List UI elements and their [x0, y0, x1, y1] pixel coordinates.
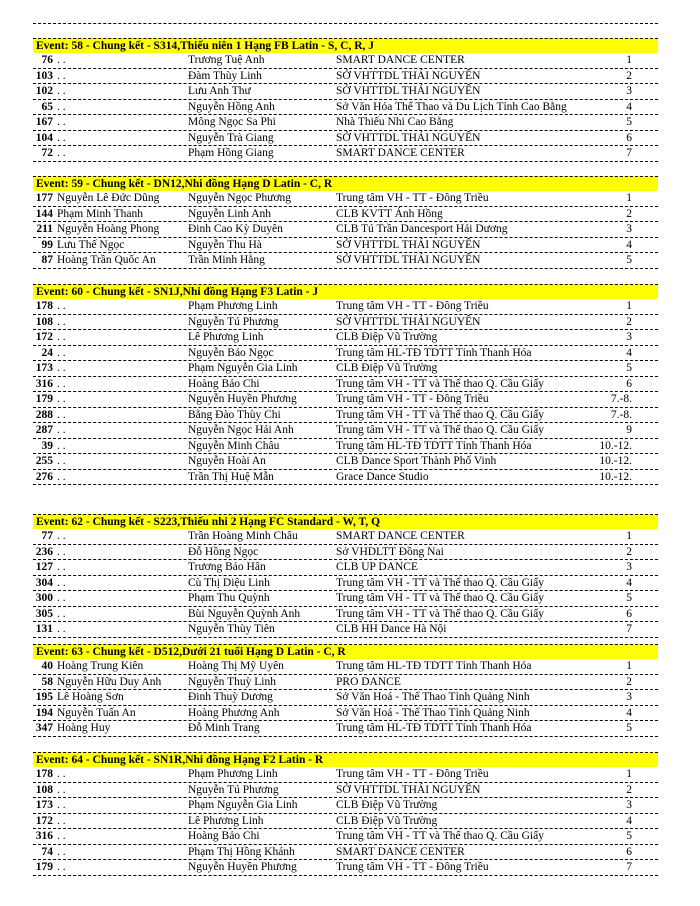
club-name: Trung tâm VH - TT và Thể thao Q. Cầu Giấy [336, 576, 544, 589]
event-block [33, 284, 658, 485]
placement: 7.-8. [610, 408, 632, 421]
leader-name: . . [57, 768, 66, 780]
placement: 1 [626, 192, 632, 204]
placement: 3 [626, 223, 632, 235]
leader-name: Hoàng Huy [57, 722, 111, 734]
competitor-number: 144 [35, 207, 53, 220]
leader-name: . . [57, 814, 66, 827]
competitor-number: 104 [35, 131, 53, 144]
placement: 6 [626, 845, 632, 858]
placement: 6 [626, 131, 632, 144]
follower-name: Hoàng Phương Anh [188, 706, 280, 719]
follower-name: Nguyễn Hồng Anh [188, 100, 275, 113]
club-name: SỞ VHTTDL THÁI NGUYÊN [336, 315, 481, 328]
follower-name: Mông Ngọc Sa Phi [188, 116, 276, 128]
follower-name: Nguyễn Tú Phương [188, 783, 279, 796]
result-row [33, 207, 658, 223]
club-name: Sở VHDLTT Đồng Nai [336, 545, 444, 558]
follower-name: Bùi Nguyễn Quỳnh Anh [188, 607, 301, 620]
placement: 5 [626, 722, 632, 734]
leader-name: . . [57, 116, 66, 128]
competitor-number: 102 [35, 85, 53, 97]
club-name: Trung tâm VH - TT - Đông Triều [336, 861, 489, 873]
event-title: Event: 62 - Chung kết - S223,Thiếu nhi 2 Hạng FC Standard - W, T, Q [33, 514, 658, 529]
follower-name: Trương Bảo Hân [188, 561, 266, 573]
event-block [33, 644, 658, 737]
result-row [33, 690, 658, 706]
competitor-number: 77 [41, 530, 53, 542]
competitor-number: 316 [35, 830, 53, 842]
club-name: Sở Văn Hóa Thể Thao và Du Lịch Tỉnh Cao Bằng [336, 100, 567, 113]
event-title: Event: 63 - Chung kết - D512,Dưới 21 tuổi Hạng D Latin - C, R [33, 644, 658, 659]
leader-name: . . [57, 439, 66, 452]
placement: 9 [626, 424, 632, 436]
leader-name: . . [57, 346, 66, 359]
club-name: SMART DANCE CENTER [336, 147, 465, 159]
leader-name: Nguyễn Hoàng Phong [57, 223, 160, 235]
competitor-number: 304 [35, 576, 53, 589]
result-row [33, 377, 658, 393]
result-row [33, 829, 658, 845]
club-name: CLB UP DANCE [336, 561, 418, 573]
club-name: SỞ VHTTDL THÁI NGUYÊN [336, 238, 481, 251]
competitor-number: 58 [41, 675, 53, 688]
competitor-number: 65 [41, 100, 53, 113]
club-name: CLB Điệp Vũ Trường [336, 799, 438, 811]
follower-name: Hoàng Bảo Chi [188, 830, 260, 842]
club-name: SMART DANCE CENTER [336, 845, 465, 858]
placement: 2 [626, 207, 632, 220]
result-row [33, 69, 658, 85]
result-row [33, 299, 658, 315]
placement: 1 [626, 768, 632, 780]
competitor-number: 255 [35, 455, 53, 467]
competitor-number: 24 [41, 346, 53, 359]
placement: 3 [626, 561, 632, 573]
result-row [33, 622, 658, 638]
placement: 4 [626, 706, 632, 719]
leader-name: . . [57, 783, 66, 796]
club-name: Nhà Thiếu Nhi Cao Bằng [336, 116, 454, 128]
leader-name: . . [57, 607, 66, 620]
competitor-number: 108 [35, 783, 53, 796]
leader-name: . . [57, 424, 66, 436]
event-block [33, 38, 658, 162]
leader-name: . . [57, 85, 66, 97]
follower-name: Hoàng Thị Mỹ Uyên [188, 660, 284, 672]
leader-name: . . [57, 300, 66, 312]
competitor-number: 194 [35, 706, 53, 719]
result-row [33, 529, 658, 545]
competitor-number: 108 [35, 315, 53, 328]
club-name: Trung tâm VH - TT và Thể thao Q. Cầu Giấy [336, 377, 544, 390]
competitor-number: 316 [35, 377, 53, 390]
leader-name: . . [57, 623, 66, 635]
club-name: CLB HH Dance Hà Nội [336, 623, 447, 635]
competitor-number: 287 [35, 424, 53, 436]
placement: 6 [626, 607, 632, 620]
club-name: Sở Văn Hoá - Thể Thao Tỉnh Quảng Ninh [336, 691, 530, 703]
club-name: Trung tâm VH - TT - Đông Triều [336, 192, 489, 204]
leader-name: Nguyễn Lê Đức Dũng [57, 192, 160, 204]
leader-name: Hoàng Trung Kiên [57, 660, 144, 672]
event-block [33, 176, 658, 269]
competitor-number: 300 [35, 592, 53, 604]
placement: 5 [626, 362, 632, 374]
club-name: CLB Tú Trần Dancesport Hải Dương [336, 223, 508, 235]
follower-name: Nguyễn Tú Phương [188, 315, 279, 328]
club-name: Trung tâm HL-TĐ TDTT Tỉnh Thanh Hóa [336, 722, 532, 734]
result-row [33, 191, 658, 207]
club-name: PRO DANCE [336, 675, 401, 688]
placement: 4 [626, 238, 632, 251]
competitor-number: 76 [41, 54, 53, 66]
follower-name: Trương Tuệ Anh [188, 54, 265, 66]
leader-name: . . [57, 331, 66, 343]
follower-name: Phạm Nguyễn Gia Linh [188, 362, 298, 374]
result-row [33, 53, 658, 69]
competitor-number: 177 [35, 192, 53, 204]
follower-name: Nguyễn Bảo Ngọc [188, 346, 274, 359]
placement: 3 [626, 331, 632, 343]
follower-name: Phạm Thu Quỳnh [188, 592, 270, 604]
club-name: Trung tâm HL-TĐ TDTT Tỉnh Thanh Hóa [336, 439, 532, 452]
leader-name: . . [57, 845, 66, 858]
follower-name: Lê Phương Linh [188, 331, 264, 343]
follower-name: Phạm Hồng Giang [188, 147, 274, 159]
follower-name: Nguyễn Minh Châu [188, 439, 280, 452]
competitor-number: 173 [35, 362, 53, 374]
result-row [33, 767, 658, 783]
club-name: Trung tâm VH - TT và Thể thao Q. Cầu Giấy [336, 607, 544, 620]
competitor-number: 167 [35, 116, 53, 128]
competitor-number: 39 [41, 439, 53, 452]
placement: 3 [626, 799, 632, 811]
placement: 1 [626, 54, 632, 66]
result-row [33, 591, 658, 607]
placement: 10.-12. [599, 439, 632, 452]
leader-name: . . [57, 100, 66, 113]
result-row [33, 814, 658, 830]
follower-name: Nguyễn Thuỳ Linh [188, 675, 276, 688]
result-row [33, 146, 658, 162]
result-row [33, 783, 658, 799]
result-row [33, 330, 658, 346]
result-row [33, 439, 658, 455]
follower-name: Lê Phương Linh [188, 814, 264, 827]
leader-name: . . [57, 861, 66, 873]
follower-name: Hoàng Bảo Chi [188, 377, 260, 390]
competitor-number: 99 [41, 238, 53, 251]
event-title: Event: 58 - Chung kết - S314,Thiếu niên 1 Hạng FB Latin - S, C, R, J [33, 38, 658, 53]
club-name: Sở Văn Hoá - Thể Thao Tỉnh Quảng Ninh [336, 706, 530, 719]
placement: 4 [626, 814, 632, 827]
leader-name: Hoàng Trần Quốc An [57, 254, 156, 266]
placement: 4 [626, 346, 632, 359]
leader-name: . . [57, 131, 66, 144]
result-row [33, 423, 658, 439]
club-name: Trung tâm VH - TT và Thể thao Q. Cầu Giấy [336, 424, 544, 436]
result-row [33, 607, 658, 623]
result-row [33, 545, 658, 561]
competitor-number: 179 [35, 861, 53, 873]
result-row [33, 361, 658, 377]
leader-name: Lê Hoàng Sơn [57, 691, 124, 703]
competitor-number: 72 [41, 147, 53, 159]
leader-name: Nguyễn Tuấn An [57, 706, 136, 719]
placement: 1 [626, 300, 632, 312]
club-name: SMART DANCE CENTER [336, 54, 465, 66]
competitor-number: 87 [41, 254, 53, 266]
placement: 7 [626, 623, 632, 635]
competitor-number: 172 [35, 814, 53, 827]
club-name: SỞ VHTTDL THÁI NGUYÊN [336, 69, 481, 82]
club-name: CLB Điệp Vũ Trường [336, 331, 438, 343]
leader-name: . . [57, 377, 66, 390]
leader-name: Lưu Thế Ngọc [57, 238, 125, 251]
placement: 2 [626, 675, 632, 688]
follower-name: Bằng Đào Thùy Chi [188, 408, 281, 421]
competitor-number: 173 [35, 799, 53, 811]
placement: 5 [626, 254, 632, 266]
competitor-number: 172 [35, 331, 53, 343]
follower-name: Nguyễn Huyền Phương [188, 393, 297, 405]
leader-name: Nguyễn Hữu Duy Anh [57, 675, 162, 688]
competitor-number: 178 [35, 300, 53, 312]
follower-name: Đinh Cao Kỳ Duyên [188, 223, 283, 235]
competitor-number: 195 [35, 691, 53, 703]
club-name: SỞ VHTTDL THÁI NGUYÊN [336, 85, 481, 97]
placement: 5 [626, 116, 632, 128]
follower-name: Nguyễn Ngọc Hải Anh [188, 424, 294, 436]
competitor-number: 276 [35, 470, 53, 483]
result-row [33, 860, 658, 876]
placement: 2 [626, 69, 632, 82]
club-name: Trung tâm VH - TT và Thể thao Q. Cầu Giấy [336, 830, 544, 842]
placement: 5 [626, 592, 632, 604]
placement: 7.-8. [610, 393, 632, 405]
top-rule [33, 23, 658, 24]
leader-name: . . [57, 830, 66, 842]
club-name: Trung tâm VH - TT - Đông Triều [336, 393, 489, 405]
follower-name: Đinh Thuỳ Dương [188, 691, 273, 703]
event-block [33, 514, 658, 638]
placement: 10.-12. [599, 470, 632, 483]
follower-name: Nguyễn Trà Giang [188, 131, 274, 144]
leader-name: . . [57, 545, 66, 558]
follower-name: Phạm Thị Hồng Khánh [188, 845, 295, 858]
competitor-number: 179 [35, 393, 53, 405]
competitor-number: 211 [36, 223, 53, 235]
follower-name: Cù Thị Diệu Linh [188, 576, 270, 589]
result-row [33, 392, 658, 408]
result-row [33, 659, 658, 675]
club-name: SỞ VHTTDL THÁI NGUYÊN [336, 254, 481, 266]
placement: 3 [626, 691, 632, 703]
competitor-number: 288 [35, 408, 53, 421]
follower-name: Phạm Nguyễn Gia Linh [188, 799, 298, 811]
leader-name: . . [57, 561, 66, 573]
follower-name: Nguyễn Hoài An [188, 455, 266, 467]
competitor-number: 305 [35, 607, 53, 620]
follower-name: Nguyễn Thùy Tiên [188, 623, 275, 635]
placement: 2 [626, 783, 632, 796]
result-row [33, 222, 658, 238]
result-row [33, 131, 658, 147]
follower-name: Nguyễn Ngọc Phương [188, 192, 292, 204]
placement: 5 [626, 830, 632, 842]
follower-name: Trần Hoàng Minh Châu [188, 530, 298, 542]
placement: 1 [626, 530, 632, 542]
placement: 3 [626, 85, 632, 97]
result-row [33, 346, 658, 362]
competitor-number: 347 [35, 722, 53, 734]
follower-name: Lưu Anh Thư [188, 85, 251, 97]
competitor-number: 236 [35, 545, 53, 558]
result-row [33, 253, 658, 269]
result-row [33, 238, 658, 254]
result-row [33, 115, 658, 131]
leader-name: . . [57, 147, 66, 159]
result-row [33, 721, 658, 737]
follower-name: Đỗ Minh Trang [188, 722, 260, 734]
placement: 7 [626, 147, 632, 159]
event-title: Event: 64 - Chung kết - SN1R,Nhi đồng Hạng F2 Latin - R [33, 752, 658, 767]
leader-name: . . [57, 393, 66, 405]
leader-name: Phạm Minh Thanh [57, 207, 144, 220]
placement: 6 [626, 377, 632, 390]
club-name: Trung tâm VH - TT - Đông Triều [336, 768, 489, 780]
result-row [33, 798, 658, 814]
club-name: Trung tâm VH - TT - Đông Triều [336, 300, 489, 312]
placement: 1 [626, 660, 632, 672]
event-block [33, 752, 658, 876]
competitor-number: 131 [35, 623, 53, 635]
competitor-number: 103 [35, 69, 53, 82]
result-row [33, 408, 658, 424]
follower-name: Đàm Thùy Linh [188, 69, 262, 82]
leader-name: . . [57, 408, 66, 421]
club-name: Trung tâm VH - TT và Thể thao Q. Cầu Giấy [336, 408, 544, 421]
club-name: CLB Điệp Vũ Trường [336, 814, 438, 827]
result-row [33, 315, 658, 331]
result-row [33, 454, 658, 470]
club-name: CLB Điệp Vũ Trường [336, 362, 438, 374]
follower-name: Phạm Phương Linh [188, 768, 278, 780]
placement: 2 [626, 315, 632, 328]
club-name: SỞ VHTTDL THÁI NGUYÊN [336, 783, 481, 796]
placement: 10.-12. [599, 455, 632, 467]
follower-name: Nguyễn Thu Hà [188, 238, 262, 251]
competitor-number: 74 [41, 845, 53, 858]
follower-name: Trần Thị Huệ Mẫn [188, 470, 274, 483]
event-title: Event: 59 - Chung kết - DN12,Nhi đồng Hạng D Latin - C, R [33, 176, 658, 191]
leader-name: . . [57, 592, 66, 604]
result-row [33, 84, 658, 100]
result-row [33, 675, 658, 691]
leader-name: . . [57, 455, 66, 467]
leader-name: . . [57, 470, 66, 483]
placement: 2 [626, 545, 632, 558]
club-name: SỞ VHTTDL THÁI NGUYÊN [336, 131, 481, 144]
leader-name: . . [57, 530, 66, 542]
competitor-number: 178 [35, 768, 53, 780]
club-name: CLB Dance Sport Thành Phố Vinh [336, 455, 497, 467]
leader-name: . . [57, 69, 66, 82]
placement: 4 [626, 576, 632, 589]
result-row [33, 706, 658, 722]
result-row [33, 100, 658, 116]
club-name: CLB KVTT Ánh Hồng [336, 207, 443, 220]
leader-name: . . [57, 54, 66, 66]
result-row [33, 470, 658, 486]
placement: 4 [626, 100, 632, 113]
leader-name: . . [57, 362, 66, 374]
follower-name: Trần Minh Hằng [188, 254, 265, 266]
leader-name: . . [57, 315, 66, 328]
leader-name: . . [57, 799, 66, 811]
club-name: Trung tâm VH - TT và Thể thao Q. Cầu Giấy [336, 592, 544, 604]
club-name: Trung tâm HL-TĐ TDTT Tỉnh Thanh Hóa [336, 660, 532, 672]
competitor-number: 127 [35, 561, 53, 573]
follower-name: Nguyễn Huyền Phương [188, 861, 297, 873]
event-title: Event: 60 - Chung kết - SN1J,Nhi đồng Hạng F3 Latin - J [33, 284, 658, 299]
result-row [33, 576, 658, 592]
follower-name: Nguyễn Linh Anh [188, 207, 272, 220]
placement: 7 [626, 861, 632, 873]
result-row [33, 560, 658, 576]
club-name: Trung tâm HL-TĐ TDTT Tỉnh Thanh Hóa [336, 346, 532, 359]
club-name: SMART DANCE CENTER [336, 530, 465, 542]
leader-name: . . [57, 576, 66, 589]
follower-name: Phạm Phương Linh [188, 300, 278, 312]
follower-name: Đỗ Hồng Ngọc [188, 545, 259, 558]
club-name: Grace Dance Studio [336, 470, 429, 483]
result-row [33, 845, 658, 861]
competitor-number: 40 [41, 660, 53, 672]
